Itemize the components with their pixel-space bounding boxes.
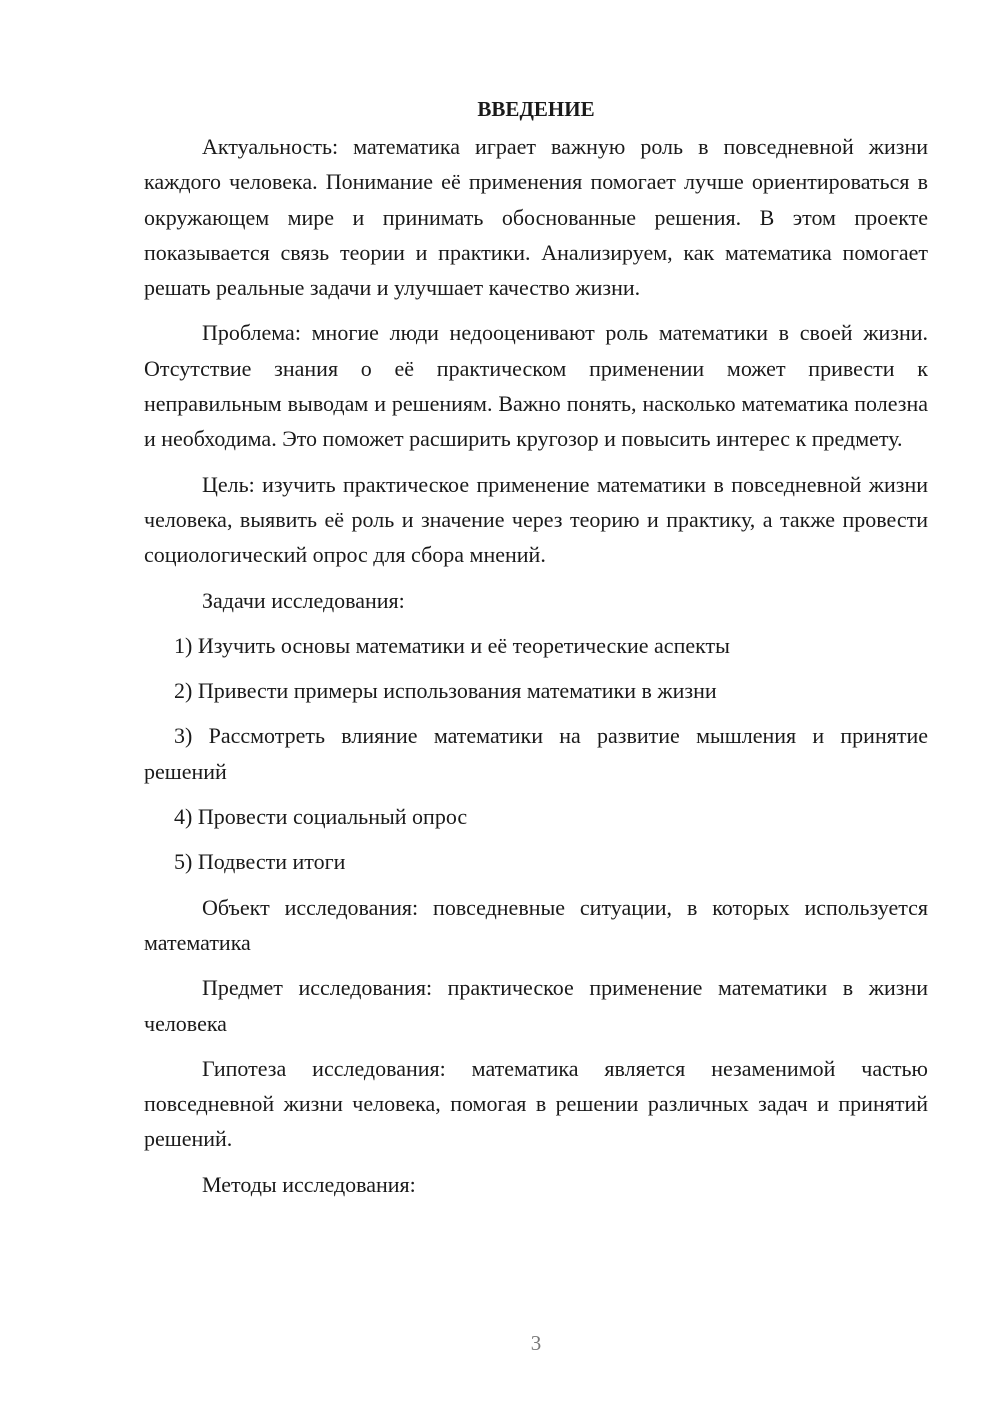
task-item-4: 4) Провести социальный опрос — [174, 804, 468, 830]
page-content — [144, 92, 928, 1212]
paragraph-subject: Предмет исследования: практическое применение математики в жизни человека — [144, 975, 928, 1036]
paragraph-tasks-heading: Задачи исследования: — [202, 587, 405, 613]
section-title: ВВЕДЕНИЕ — [477, 97, 595, 121]
page-number: 3 — [530, 1331, 542, 1355]
task-item-2: 2) Привести примеры использования математики в жизни — [174, 678, 717, 704]
paragraph-problem: Проблема: многие люди недооценивают роль математики в своей жизни. Отсутствие знания о её практическом применении может привести к неправильным выводам и решениям. Важно понять, насколько математика полезна и необходима. Это поможет расширить кругозор и повысить интерес к предмету. — [144, 320, 928, 452]
paragraph-relevance: Актуальность: математика играет важную роль в повседневной жизни каждого человека. Понимание её применения помогает лучше ориентироваться в окружающем мире и принимать обоснованные решения. В этом проекте показывается связь теории и практики. Анализируем, как математика помогает решать реальные задачи и улучшает качество жизни. — [144, 134, 928, 301]
task-item-1: 1) Изучить основы математики и её теоретические аспекты — [174, 632, 730, 658]
paragraph-object: Объект исследования: повседневные ситуации, в которых используется математика — [144, 894, 928, 955]
paragraph-goal: Цель: изучить практическое применение математики в повседневной жизни человека, выявить её роль и значение через теорию и практику, а также провести социологический опрос для сбора мнений. — [144, 471, 928, 568]
paragraph-hypothesis: Гипотеза исследования: математика является незаменимой частью повседневной жизни человека, помогая в решении различных задач и принятий решений. — [144, 1055, 928, 1152]
task-item-3: 3) Рассмотреть влияние математики на развитие мышления и принятие решений — [144, 723, 928, 784]
task-item-5: 5) Подвести итоги — [174, 849, 346, 875]
paragraph-methods: Методы исследования: — [202, 1171, 416, 1197]
